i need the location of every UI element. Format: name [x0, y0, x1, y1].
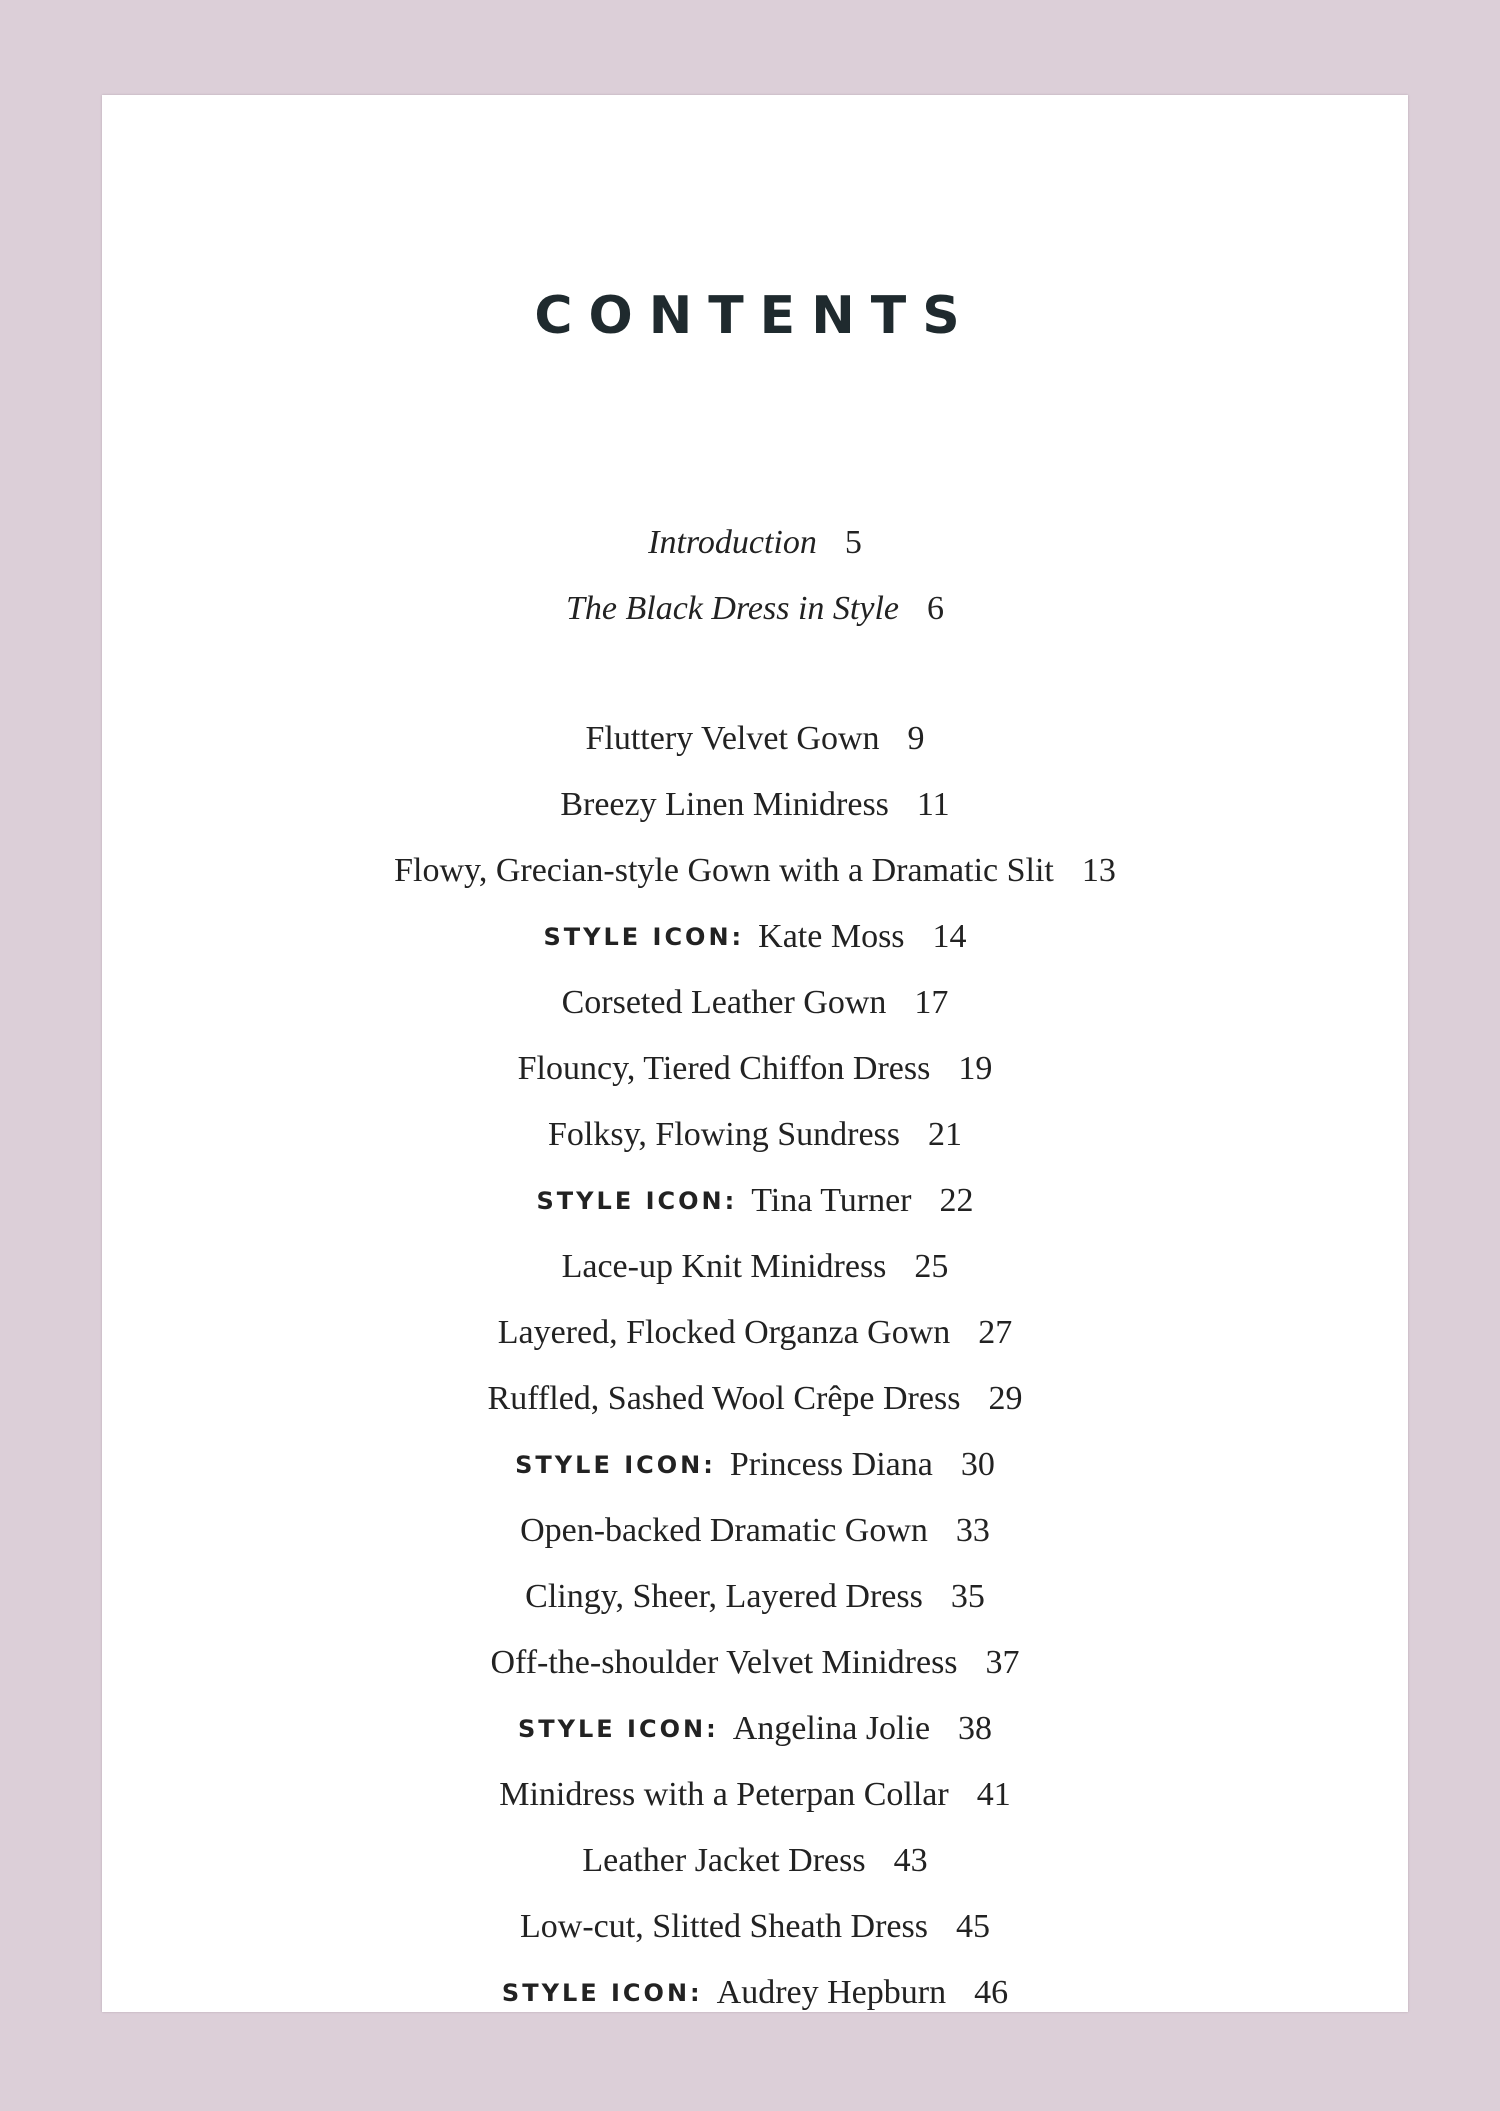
toc-entry[interactable] — [102, 1643, 1408, 1683]
toc-entry[interactable] — [102, 851, 1408, 891]
toc-page-number: 30 — [960, 1446, 995, 1483]
toc-page-number: 43 — [893, 1842, 928, 1879]
style-icon-label: STYLE ICON: — [515, 1451, 716, 1479]
toc-entry-title: Folksy, Flowing Sundress — [547, 1116, 901, 1153]
toc-entry-title: Minidress with a Peterpan Collar — [499, 1776, 949, 1813]
toc-page-number: 13 — [1081, 852, 1116, 889]
toc-page-number: 5 — [844, 524, 862, 561]
toc-entry[interactable] — [102, 1379, 1408, 1419]
toc-entry[interactable] — [102, 1907, 1408, 1947]
toc-page-number: 37 — [985, 1644, 1020, 1681]
toc-entry[interactable] — [102, 1973, 1408, 2013]
toc-page-number: 38 — [958, 1710, 993, 1747]
toc-entry-title: Audrey Hepburn — [716, 1974, 947, 2011]
toc-entry-title: Corseted Leather Gown — [561, 984, 887, 1021]
toc-page-number: 35 — [950, 1578, 985, 1615]
toc-entry[interactable] — [102, 1775, 1408, 1815]
toc-entry[interactable] — [102, 1049, 1408, 1089]
toc-entry-title: Low-cut, Slitted Sheath Dress — [520, 1908, 928, 1945]
toc-page-number: 46 — [974, 1974, 1009, 2011]
page-title: CONTENTS — [534, 286, 976, 346]
toc-entry[interactable] — [102, 1577, 1408, 1617]
toc-entry-title: The Black Dress in Style — [566, 590, 899, 627]
toc-page-number: 25 — [914, 1248, 949, 1285]
toc-entry[interactable] — [102, 785, 1408, 825]
toc-entry-title: Breezy Linen Minidress — [560, 786, 889, 823]
toc-entry[interactable] — [102, 1841, 1408, 1881]
toc-entry[interactable] — [102, 1445, 1408, 1485]
toc-entry[interactable] — [102, 1709, 1408, 1749]
toc-page-number: 33 — [955, 1512, 990, 1549]
toc-entry[interactable] — [102, 1313, 1408, 1353]
toc-entry-title: Tina Turner — [751, 1182, 912, 1219]
toc-page-number: 19 — [958, 1050, 993, 1087]
toc-page-number: 29 — [988, 1380, 1023, 1417]
toc-entry-title: Introduction — [648, 524, 817, 561]
toc-entry-title: Lace-up Knit Minidress — [561, 1248, 887, 1285]
toc-entry[interactable] — [102, 1115, 1408, 1155]
toc-entry-title: Open-backed Dramatic Gown — [520, 1512, 928, 1549]
toc-page-number: 6 — [927, 590, 944, 627]
toc-entry-title: Clingy, Sheer, Layered Dress — [525, 1578, 923, 1615]
style-icon-label: STYLE ICON: — [501, 1979, 703, 2007]
toc-page-number: 9 — [907, 720, 925, 757]
toc-entry-title: Ruffled, Sashed Wool Crêpe Dress — [487, 1380, 961, 1417]
toc-page-number: 11 — [916, 786, 950, 823]
toc-entry[interactable] — [102, 917, 1408, 957]
book-page — [102, 95, 1408, 2012]
toc-entry-title: Off-the-shoulder Velvet Minidress — [490, 1644, 958, 1681]
toc-entry-title: Flouncy, Tiered Chiffon Dress — [517, 1050, 931, 1087]
toc-page-number: 45 — [955, 1908, 990, 1945]
toc-entry-title: Angelina Jolie — [732, 1710, 931, 1747]
toc-entry[interactable] — [102, 1247, 1408, 1287]
toc-page-number: 17 — [914, 984, 949, 1021]
toc-page-number: 22 — [939, 1182, 974, 1219]
style-icon-label: STYLE ICON: — [536, 1187, 738, 1215]
toc-entry[interactable] — [102, 589, 1408, 629]
toc-entry-title: Fluttery Velvet Gown — [585, 720, 880, 757]
toc-entry-title: Flowy, Grecian-style Gown with a Dramatic Slit — [394, 852, 1054, 889]
toc-entry-title: Layered, Flocked Organza Gown — [497, 1314, 951, 1351]
toc-page-number: 41 — [976, 1776, 1011, 1813]
toc-entry-title: Princess Diana — [729, 1446, 933, 1483]
toc-entry-title: Leather Jacket Dress — [582, 1842, 866, 1879]
toc-page-number: 27 — [978, 1314, 1013, 1351]
toc-page-number: 14 — [932, 918, 967, 955]
toc-entry[interactable] — [102, 523, 1408, 563]
toc-entry[interactable] — [102, 1511, 1408, 1551]
toc-entry-title: Kate Moss — [758, 918, 905, 955]
toc-entry[interactable] — [102, 1181, 1408, 1221]
style-icon-label: STYLE ICON: — [517, 1715, 719, 1743]
style-icon-label: STYLE ICON: — [543, 923, 745, 951]
toc-entry[interactable] — [102, 983, 1408, 1023]
toc-entry[interactable] — [102, 719, 1408, 759]
toc-page-number: 21 — [928, 1116, 963, 1153]
